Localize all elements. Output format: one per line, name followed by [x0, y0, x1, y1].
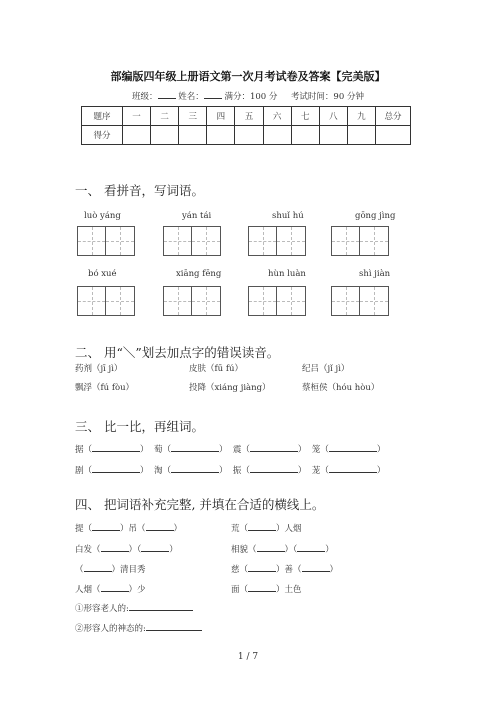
- name-blank[interactable]: [204, 90, 222, 99]
- answer-blank[interactable]: [171, 463, 219, 473]
- writing-box[interactable]: [163, 286, 221, 316]
- question-1: ①形容老人的:: [75, 601, 193, 614]
- pinyin-label: gōng jìng: [355, 211, 396, 221]
- page-title: 部编版四年级上册语文第一次月考试卷及答案【完美版】: [110, 70, 386, 83]
- score-cell[interactable]: [207, 126, 235, 145]
- answer-blank[interactable]: [101, 582, 129, 592]
- writing-box[interactable]: [77, 226, 135, 256]
- answer-blank[interactable]: [92, 521, 120, 531]
- header-cell: 三: [179, 107, 207, 126]
- score-cell[interactable]: [123, 126, 151, 145]
- writing-box[interactable]: [331, 226, 389, 256]
- section4-heading: 四、 把词语补充完整, 并填在合适的横线上。: [75, 497, 325, 512]
- pinyin-label: yán tái: [182, 211, 212, 221]
- pinyin-label: bó xué: [88, 269, 117, 279]
- answer-blank[interactable]: [302, 562, 330, 572]
- answer-blank[interactable]: [92, 463, 140, 473]
- score-table: [81, 106, 411, 145]
- pinyin-label: luò yáng: [84, 211, 121, 221]
- score-cell[interactable]: [347, 126, 375, 145]
- header-cell: 二: [151, 107, 179, 126]
- idiom-item: （ ）清目秀: [75, 562, 146, 575]
- idiom-item: 面（ ）土色: [231, 582, 302, 595]
- section2-heading: 二、 用“＼”划去加点字的错误读音。: [75, 345, 280, 360]
- writing-box[interactable]: [77, 286, 135, 316]
- answer-blank[interactable]: [141, 542, 169, 552]
- answer-blank[interactable]: [248, 582, 276, 592]
- answer-blank[interactable]: [84, 562, 112, 572]
- answer-blank[interactable]: [250, 442, 298, 452]
- reading-item: 纪吕（jǐ jì）: [302, 364, 350, 374]
- writing-box[interactable]: [248, 226, 306, 256]
- full-score: 满分：100 分: [224, 92, 278, 102]
- score-header-row: [82, 107, 411, 126]
- page-number: 1 / 7: [237, 652, 259, 662]
- pinyin-label: shuǐ hú: [272, 211, 304, 221]
- header-cell: 八: [319, 107, 347, 126]
- question-2: ②形容人的神态的:: [75, 621, 202, 634]
- answer-line[interactable]: [129, 601, 193, 611]
- score-label-cell: 得分: [82, 126, 123, 145]
- score-cell[interactable]: [319, 126, 347, 145]
- pinyin-label: shì jiàn: [359, 269, 391, 279]
- writing-box[interactable]: [163, 226, 221, 256]
- answer-line[interactable]: [146, 621, 202, 631]
- answer-blank[interactable]: [257, 542, 285, 552]
- section1-heading: 一、 看拼音，写词语。: [75, 183, 204, 198]
- answer-blank[interactable]: [101, 542, 129, 552]
- answer-blank[interactable]: [329, 442, 377, 452]
- answer-blank[interactable]: [297, 542, 325, 552]
- idiom-item: 提（ ）吊（ ）: [75, 521, 182, 534]
- reading-item: 皮肤（fū fú）: [189, 364, 243, 374]
- answer-blank[interactable]: [248, 562, 276, 572]
- score-cell[interactable]: [291, 126, 319, 145]
- header-cell: 五: [235, 107, 263, 126]
- section3-heading: 三、 比一比，再组词。: [75, 419, 204, 434]
- compare-row: 据（ ） 萄（ ） 震（ ） 笼（ ）: [75, 442, 385, 455]
- answer-blank[interactable]: [250, 463, 298, 473]
- compare-row: 剧（ ） 淘（ ） 振（ ） 茏（ ）: [75, 463, 385, 476]
- header-cell: 总分: [376, 107, 411, 126]
- score-cell[interactable]: [151, 126, 179, 145]
- reading-item: 飘浮（fú fòu）: [75, 383, 135, 393]
- exam-time: 考试时间：90 分钟: [290, 92, 364, 102]
- header-cell: 题序: [82, 107, 123, 126]
- answer-blank[interactable]: [92, 442, 140, 452]
- idiom-item: 人烟（ ）少: [75, 582, 146, 595]
- answer-blank[interactable]: [329, 463, 377, 473]
- score-row: [82, 126, 411, 145]
- pinyin-label: xiāng fēng: [176, 269, 222, 279]
- class-blank[interactable]: [158, 90, 176, 99]
- header-cell: 九: [347, 107, 375, 126]
- answer-blank[interactable]: [171, 442, 219, 452]
- reading-item: 药剂（jī jì）: [75, 364, 123, 374]
- reading-item: 投降（xiáng jiàng）: [189, 383, 271, 393]
- pinyin-label: hùn luàn: [268, 269, 306, 279]
- idiom-item: 慈（ ）善（ ）: [231, 562, 338, 575]
- score-cell[interactable]: [235, 126, 263, 145]
- idiom-item: 相貌（ ）（ ）: [231, 542, 334, 555]
- reading-item: 蔡桓侯（hóu hòu）: [302, 383, 380, 393]
- score-cell[interactable]: [376, 126, 411, 145]
- idiom-item: 白发（ ）（ ）: [75, 542, 178, 555]
- header-cell: 七: [291, 107, 319, 126]
- answer-blank[interactable]: [248, 521, 276, 531]
- writing-box[interactable]: [331, 286, 389, 316]
- answer-blank[interactable]: [146, 521, 174, 531]
- writing-box[interactable]: [248, 286, 306, 316]
- name-label: 姓名：: [178, 92, 204, 102]
- header-cell: 四: [207, 107, 235, 126]
- header-cell: 一: [123, 107, 151, 126]
- header-cell: 六: [263, 107, 291, 126]
- exam-meta: [0, 90, 496, 102]
- score-cell[interactable]: [263, 126, 291, 145]
- class-label: 班级：: [132, 92, 158, 102]
- score-cell[interactable]: [179, 126, 207, 145]
- idiom-item: 荒（ ）人烟: [231, 521, 302, 534]
